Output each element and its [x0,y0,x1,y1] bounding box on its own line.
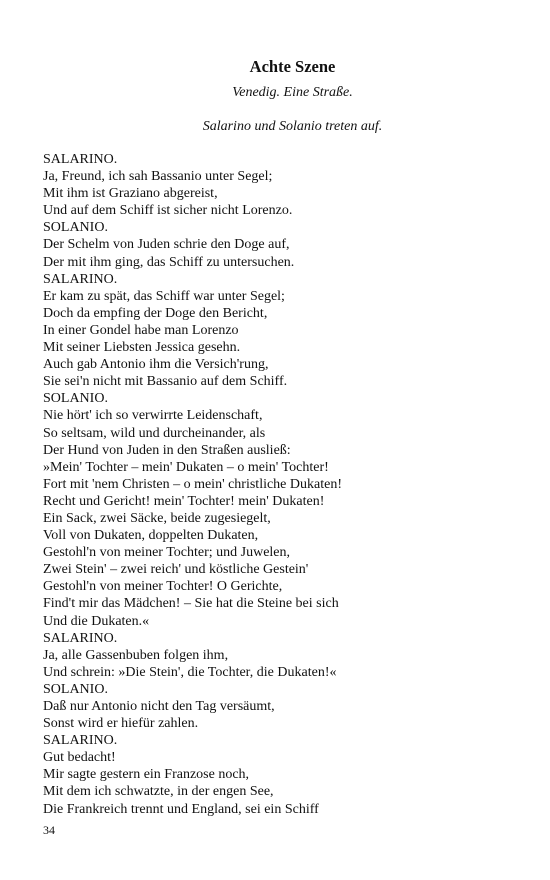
verse-line: Gestohl'n von meiner Tochter; und Juwelen, [43,545,291,561]
verse-line: Gut bedacht! [43,750,116,766]
verse-line: Auch gab Antonio ihm die Versich'rung, [43,357,269,373]
speaker-name: SOLANIO. [43,681,108,697]
verse-line: Sonst wird er hiefür zahlen. [43,716,199,732]
verse-line: Und auf dem Schiff ist sicher nicht Lorenzo. [43,203,293,219]
verse-line: So seltsam, wild und durcheinander, als [43,425,266,441]
verse-line: Die Frankreich trennt und England, sei ein Schiff [43,801,319,817]
page-number: 34 [43,823,55,837]
verse-line: Und die Dukaten.« [43,613,150,629]
scene-title: Achte Szene [249,57,336,76]
verse-line: Ein Sack, zwei Säcke, beide zugesiegelt, [43,510,271,526]
verse-line: Der Hund von Juden in den Straßen ausließ: [43,442,291,458]
verse-line: In einer Gondel habe man Lorenzo [43,322,239,338]
speaker-name: SOLANIO. [43,220,108,236]
verse-line: Er kam zu spät, das Schiff war unter Segel; [43,288,285,304]
verse-line: Ja, Freund, ich sah Bassanio unter Segel; [43,169,273,185]
verse-line: Find't mir das Mädchen! – Sie hat die Steine bei sich [43,596,339,612]
stage-direction: Salarino und Solanio treten auf. [202,119,383,134]
play-text [43,151,513,818]
verse-line: Mit dem ich schwatzte, in der engen See, [43,784,274,800]
verse-line: Der mit ihm ging, das Schiff zu untersuchen. [43,254,295,270]
verse-line: Sie sei'n nicht mit Bassanio auf dem Schiff. [43,374,288,390]
speaker-name: SALARINO. [43,152,118,167]
verse-line: Recht und Gericht! mein' Tochter! mein' Dukaten! [43,493,325,509]
verse-line: Mit ihm ist Graziano abgereist, [43,186,218,202]
verse-line: Mit seiner Liebsten Jessica gesehn. [43,340,241,356]
verse-line: Mir sagte gestern ein Franzose noch, [43,767,250,783]
verse-line: Gestohl'n von meiner Tochter! O Gerichte, [43,579,283,595]
verse-line: Voll von Dukaten, doppelten Dukaten, [43,528,259,544]
scene-location: Venedig. Eine Straße. [232,85,353,100]
verse-line: »Mein' Tochter – mein' Dukaten – o mein' Tochter! [43,459,329,475]
speaker-name: SALARINO. [43,733,118,749]
verse-line: Nie hört' ich so verwirrte Leidenschaft, [43,408,263,424]
verse-line: Und schrein: »Die Stein', die Tochter, die Dukaten!« [43,664,337,680]
speaker-name: SOLANIO. [43,391,108,407]
verse-line: Doch da empfing der Doge den Bericht, [43,305,268,321]
verse-line: Der Schelm von Juden schrie den Doge auf, [43,237,290,253]
verse-line: Fort mit 'nem Christen – o mein' christliche Dukaten! [43,476,342,492]
scene-title-wrapper [0,57,550,77]
speaker-name: SALARINO. [43,271,118,287]
speaker-name: SALARINO. [43,630,118,646]
verse-line: Daß nur Antonio nicht den Tag versäumt, [43,699,275,714]
verse-line: Ja, alle Gassenbuben folgen ihm, [43,647,229,663]
verse-line: Zwei Stein' – zwei reich' und köstliche Gestein' [43,562,309,578]
